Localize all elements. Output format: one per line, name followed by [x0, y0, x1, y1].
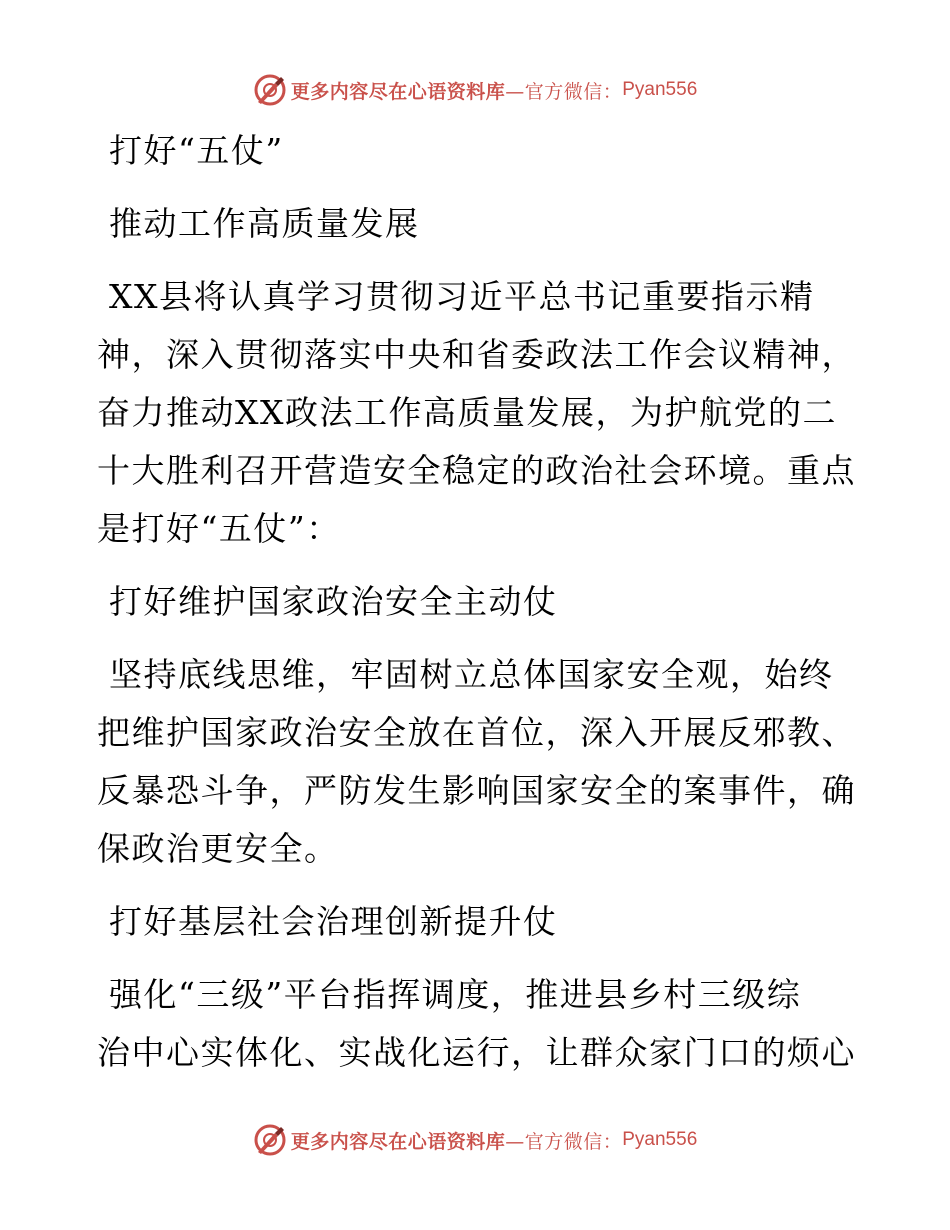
- watermark-main-text: 更多内容尽在心语资料库: [290, 80, 506, 103]
- section-2-paragraph: [97, 966, 857, 1082]
- section-1-line: 坚持底线思维，牢固树立总体国家安全观，始终: [109, 655, 834, 694]
- section-2-heading: 打好基层社会治理创新提升仗: [109, 902, 558, 941]
- watermark-header: [0, 70, 950, 110]
- watermark-wechat-id: Pyan556: [622, 1129, 698, 1150]
- document-body: [97, 122, 857, 1097]
- intro-line: XX县将认真学习贯彻习近平总书记重要指示精: [109, 277, 815, 316]
- section-1-line: 把维护国家政治安全放在首位，深入开展反邪教、: [97, 713, 856, 752]
- document-title-2: 推动工作高质量发展: [109, 204, 420, 243]
- intro-line: 十大胜利召开营造安全稳定的政治社会环境。重点: [97, 451, 856, 490]
- section-2-line: 治中心实体化、实战化运行，让群众家门口的烦心: [97, 1033, 856, 1072]
- section-1-line: 反暴恐斗争，严防发生影响国家安全的案事件，确: [97, 771, 856, 810]
- intro-line: 奋力推动XX政法工作高质量发展，为护航党的二: [97, 393, 837, 432]
- watermark-footer: [0, 1120, 950, 1160]
- watermark-main-text: 更多内容尽在心语资料库: [290, 1130, 506, 1153]
- watermark-sub-text: —官方微信：: [505, 1130, 623, 1153]
- section-2-line: 强化“三级”平台指挥调度，推进县乡村三级综: [109, 975, 802, 1014]
- document-title-1: 打好“五仗”: [109, 131, 284, 170]
- intro-paragraph: [97, 268, 857, 558]
- watermark-sub-text: —官方微信：: [505, 80, 623, 103]
- watermark-wechat-id: Pyan556: [622, 79, 698, 100]
- section-1-line: 保政治更安全。: [97, 829, 339, 868]
- section-1-paragraph: [97, 646, 857, 878]
- intro-line: 是打好“五仗”：: [97, 509, 341, 548]
- intro-line: 神，深入贯彻落实中央和省委政法工作会议精神，: [97, 335, 856, 374]
- pen-logo-icon: [253, 1123, 287, 1157]
- section-1-heading: 打好维护国家政治安全主动仗: [109, 582, 558, 621]
- pen-logo-icon: [253, 73, 287, 107]
